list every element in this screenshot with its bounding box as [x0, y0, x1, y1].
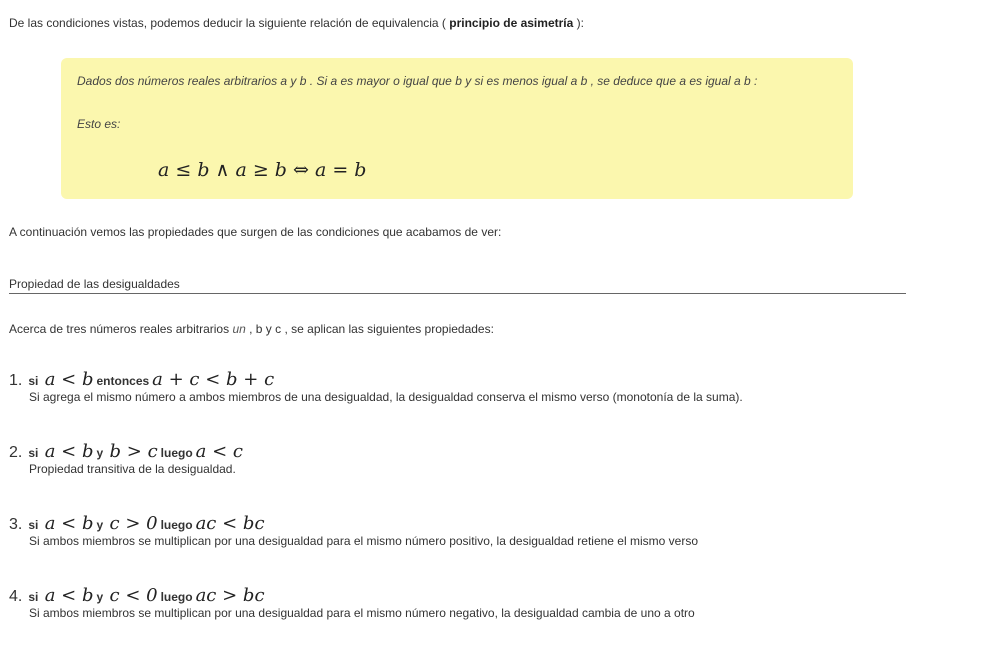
property-item-3	[9, 513, 698, 548]
callout-formula: a ≤ b ∧ a ≥ b ⇔ a = b	[158, 159, 367, 181]
property-result-keyword: luego	[160, 518, 193, 532]
intro-paragraph	[9, 16, 584, 30]
about-before: Acerca de tres números reales arbitrarios	[9, 322, 233, 336]
property-connector: entonces	[96, 374, 150, 388]
continuation-paragraph: A continuación vemos las propiedades que surgen de las condiciones que acabamos de ver:	[9, 225, 502, 239]
property-connector: y	[96, 590, 104, 604]
property-connector: y	[96, 518, 104, 532]
section-title: Propiedad de las desigualdades	[9, 277, 906, 294]
about-italic: un	[232, 322, 246, 336]
intro-bold-term: principio de asimetría	[449, 16, 574, 30]
property-connector: y	[96, 446, 104, 460]
property-number: 3.	[9, 516, 23, 533]
property-result: a < c	[195, 441, 243, 462]
intro-text-before: De las condiciones vistas, podemos deducir la siguiente relación de equivalencia (	[9, 16, 450, 30]
property-si: si	[28, 590, 39, 604]
property-result-keyword: luego	[160, 446, 193, 460]
property-result: ac < bc	[195, 513, 265, 534]
property-si: si	[28, 374, 39, 388]
property-condition-2: b > c	[109, 441, 158, 462]
property-condition-2: c > 0	[109, 513, 158, 534]
about-after: , b y c , se aplican las siguientes propiedades:	[245, 322, 494, 336]
property-description: Propiedad transitiva de la desigualdad.	[29, 462, 236, 476]
property-result: ac > bc	[195, 585, 265, 606]
property-condition-1: a < b	[44, 585, 94, 606]
property-item-2	[9, 441, 246, 476]
property-result-keyword: luego	[160, 590, 193, 604]
intro-text-after: ):	[573, 16, 584, 30]
property-description: Si ambos miembros se multiplican por una desigualdad para el mismo número negativo, la desigualdad cambia de uno a otro	[29, 606, 695, 620]
property-si: si	[28, 446, 39, 460]
property-condition-1: a < b	[44, 369, 94, 390]
property-number: 2.	[9, 444, 23, 461]
property-number: 1.	[9, 372, 23, 389]
highlight-callout	[61, 58, 853, 199]
property-item-1	[9, 369, 743, 404]
property-description: Si ambos miembros se multiplican por una desigualdad para el mismo número positivo, la desigualdad retiene el mismo verso	[29, 534, 698, 548]
callout-statement: Dados dos números reales arbitrarios a y b . Si a es mayor o igual que b y si es menos igual a b , se deduce que a es igual a b :	[77, 74, 758, 88]
about-paragraph	[9, 322, 494, 336]
property-description: Si agrega el mismo número a ambos miembros de una desigualdad, la desigualdad conserva el mismo verso (monotonía de la suma).	[29, 390, 743, 404]
property-condition-1: a < b	[44, 441, 94, 462]
property-condition-1: a < b	[44, 513, 94, 534]
property-si: si	[28, 518, 39, 532]
property-item-4	[9, 585, 695, 620]
property-number: 4.	[9, 588, 23, 605]
property-condition-2: c < 0	[109, 585, 158, 606]
property-result: a + c < b + c	[152, 369, 275, 390]
callout-esto-es: Esto es:	[77, 117, 121, 131]
